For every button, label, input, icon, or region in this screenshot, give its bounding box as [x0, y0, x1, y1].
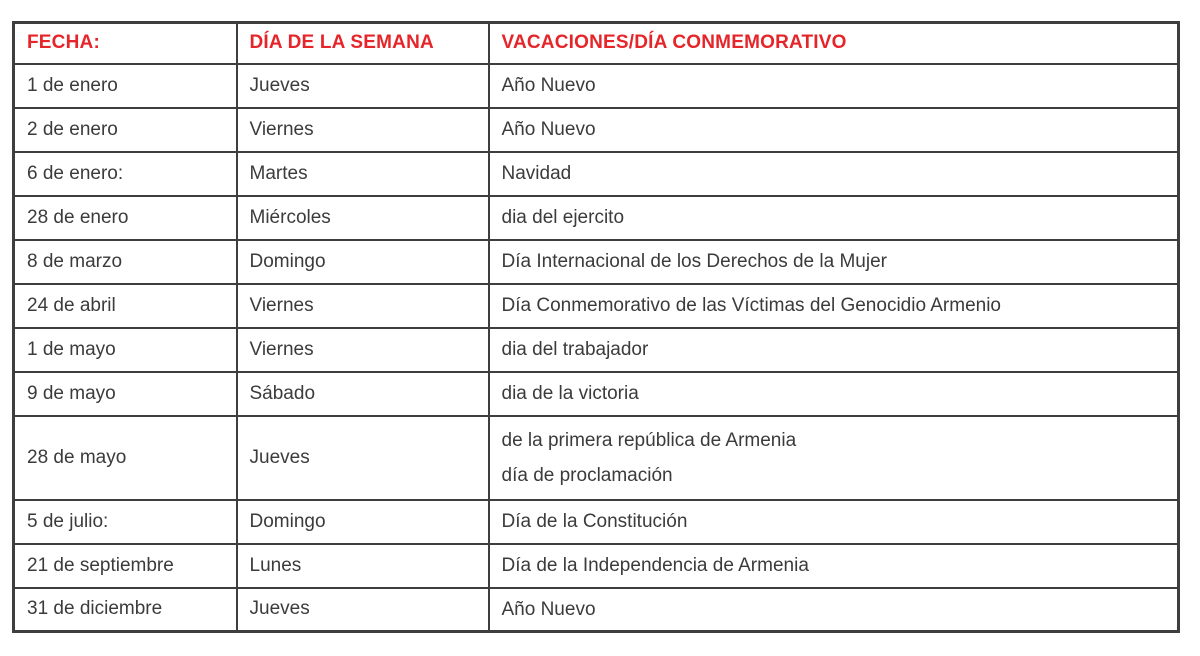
column-header-fecha: FECHA:	[14, 23, 237, 64]
cell-dia: Domingo	[237, 500, 489, 544]
cell-fecha: 28 de enero	[14, 196, 237, 240]
table-row	[14, 108, 1179, 152]
cell-fecha: 5 de julio:	[14, 500, 237, 544]
cell-vacacion: Navidad	[489, 152, 1179, 196]
table-row	[14, 64, 1179, 108]
holidays-table	[12, 21, 1180, 633]
cell-dia: Miércoles	[237, 196, 489, 240]
cell-vacacion: de la primera república de Armenia día de proclamación	[489, 416, 1179, 500]
cell-vacacion: Día Internacional de los Derechos de la Mujer	[489, 240, 1179, 284]
cell-fecha: 8 de marzo	[14, 240, 237, 284]
table-row	[14, 372, 1179, 416]
header-row	[14, 23, 1179, 64]
cell-dia: Martes	[237, 152, 489, 196]
cell-vacacion: dia de la victoria	[489, 372, 1179, 416]
cell-vacacion: Día de la Constitución	[489, 500, 1179, 544]
cell-dia: Domingo	[237, 240, 489, 284]
column-header-dia-semana: DÍA DE LA SEMANA	[237, 23, 489, 64]
cell-dia: Jueves	[237, 64, 489, 108]
cell-vacacion: Día Conmemorativo de las Víctimas del Genocidio Armenio	[489, 284, 1179, 328]
table-row	[14, 500, 1179, 544]
table-row	[14, 544, 1179, 588]
table-header	[14, 23, 1179, 64]
cell-dia: Lunes	[237, 544, 489, 588]
cell-dia: Viernes	[237, 284, 489, 328]
table-row	[14, 284, 1179, 328]
cell-fecha: 6 de enero:	[14, 152, 237, 196]
cell-vacacion: Año Nuevo	[489, 588, 1179, 632]
cell-vacacion: Año Nuevo	[489, 108, 1179, 152]
cell-fecha: 28 de mayo	[14, 416, 237, 500]
cell-vacacion: Día de la Independencia de Armenia	[489, 544, 1179, 588]
cell-dia: Viernes	[237, 108, 489, 152]
cell-vacacion: Año Nuevo	[489, 64, 1179, 108]
cell-fecha: 24 de abril	[14, 284, 237, 328]
cell-dia: Viernes	[237, 328, 489, 372]
cell-dia: Jueves	[237, 588, 489, 632]
cell-fecha: 1 de mayo	[14, 328, 237, 372]
cell-dia: Jueves	[237, 416, 489, 500]
column-header-vacaciones: VACACIONES/DÍA CONMEMORATIVO	[489, 23, 1179, 64]
table-row	[14, 588, 1179, 632]
cell-dia: Sábado	[237, 372, 489, 416]
table-row	[14, 152, 1179, 196]
cell-fecha: 2 de enero	[14, 108, 237, 152]
table-row	[14, 196, 1179, 240]
cell-fecha: 31 de diciembre	[14, 588, 237, 632]
cell-fecha: 21 de septiembre	[14, 544, 237, 588]
table-row	[14, 328, 1179, 372]
table-row	[14, 416, 1179, 500]
table-row	[14, 240, 1179, 284]
table-body	[14, 64, 1179, 632]
cell-fecha: 1 de enero	[14, 64, 237, 108]
cell-fecha: 9 de mayo	[14, 372, 237, 416]
cell-vacacion: dia del trabajador	[489, 328, 1179, 372]
cell-vacacion: dia del ejercito	[489, 196, 1179, 240]
